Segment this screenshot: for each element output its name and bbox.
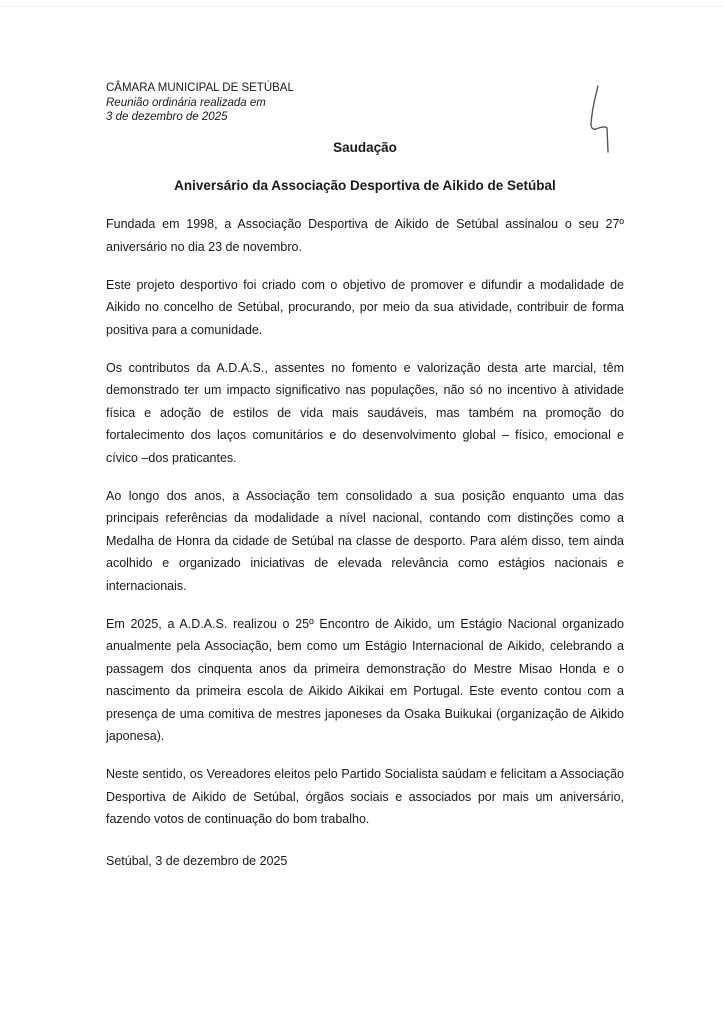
handwritten-page-number-mark (586, 84, 616, 154)
paragraph-3: Os contributos da A.D.A.S., assentes no fomento e valorização desta arte marcial, têm demonstrado ter um impacto significativo nas populações, não só no incentivo à atividade física e adoção de estilos de vida mais saudáveis, mas também na promoção do fortalecimento dos laços comunitários e do desenvolvimento global – físico, emocional e cívico –dos praticantes. (106, 360, 624, 465)
closing-place-date: Setúbal, 3 de dezembro de 2025 (106, 854, 288, 868)
paragraph-6: Neste sentido, os Vereadores eleitos pelo Partido Socialista saúdam e felicitam a Associação Desportiva de Aikido de Setúbal, órgãos sociais e associados por mais um aniversário, fazendo votos de continuação do bom trabalho. (106, 767, 624, 826)
paragraph-5: Em 2025, a A.D.A.S. realizou o 25º Encontro de Aikido, um Estágio Nacional organizado anualmente pela Associação, bem como um Estágio Internacional de Aikido, celebrando a passagem dos cinquenta anos da primeira demonstração do Mestre Misao Honda e o nascimento da primeira escola de Aikido Aikikai em Portugal. Este evento contou com a presença de uma comitiva de mestres japoneses da Osaka Buikukai (organização de Aikido japonesa). (106, 616, 624, 743)
document-page (106, 0, 624, 1024)
paragraph-4: Ao longo dos anos, a Associação tem consolidado a sua posição enquanto uma das principais referências da modalidade a nível nacional, contando com distinções como a Medalha de Honra da cidade de Setúbal na classe de desporto. Para além disso, tem ainda acolhido e organizado iniciativas de elevada relevância como estágios nacionais e internacionais. (106, 488, 624, 593)
document-title: Aniversário da Associação Desportiva de Aikido de Setúbal (174, 178, 556, 193)
paragraph-1: Fundada em 1998, a Associação Desportiva de Aikido de Setúbal assinalou o seu 27º aniversário no dia 23 de novembro. (106, 217, 624, 254)
organization-name: CÂMARA MUNICIPAL DE SETÚBAL (106, 82, 294, 94)
document-heading: Saudação (333, 140, 397, 155)
document-body (106, 213, 624, 846)
meeting-date: 3 de dezembro de 2025 (106, 111, 228, 123)
paragraph-2: Este projeto desportivo foi criado com o objetivo de promover e difundir a modalidade de Aikido no concelho de Setúbal, procurando, por meio da sua atividade, contribuir de forma positiva para a comunidade. (106, 277, 624, 337)
meeting-line: Reunião ordinária realizada em (106, 96, 266, 109)
document-header (106, 81, 294, 125)
